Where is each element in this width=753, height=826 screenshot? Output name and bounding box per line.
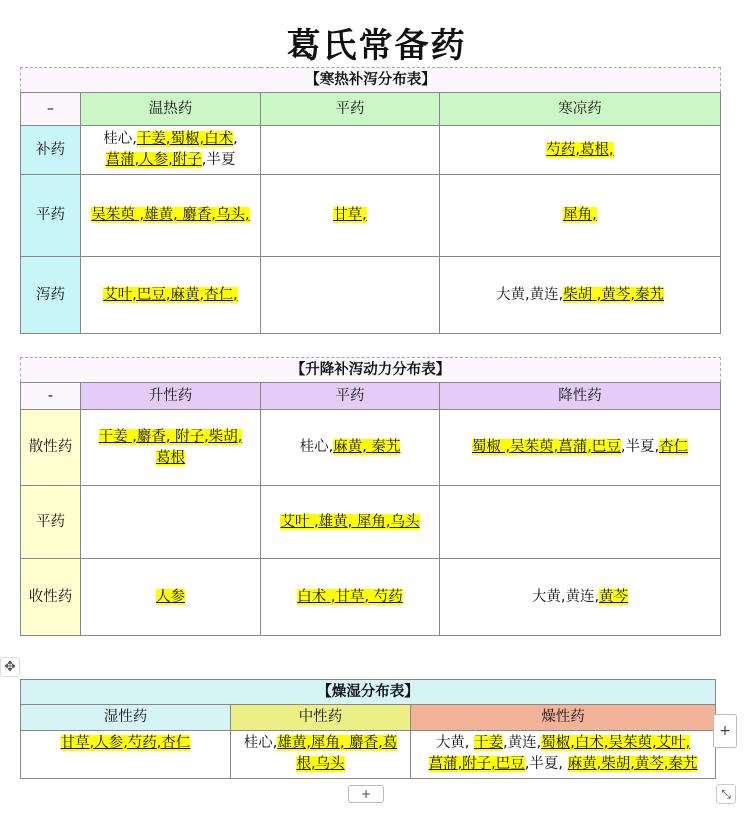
herb-highlight: 犀角,	[563, 207, 597, 223]
herb-highlight: 雄黄	[277, 735, 307, 751]
add-row-button[interactable]: +	[348, 785, 384, 803]
table-cell	[440, 410, 721, 486]
herb-text: ,半夏,	[620, 439, 660, 455]
table-cell	[411, 731, 716, 779]
herb-highlight: ,人参,	[134, 152, 173, 168]
herb-highlight: 甘草,	[333, 207, 367, 223]
table-cell	[261, 559, 440, 636]
row-label: 散性药	[21, 410, 81, 486]
herb-text: 大黄,	[435, 735, 475, 751]
table-cell	[261, 410, 440, 486]
herb-highlight: 白术	[204, 131, 234, 147]
table-cell	[440, 257, 721, 334]
dry-damp-table	[20, 679, 716, 779]
header-warm: 温热药	[81, 93, 261, 126]
herb-text: ,黄连,	[503, 735, 542, 751]
herb-highlight: 菖蒲	[105, 152, 135, 168]
table-cell	[81, 559, 261, 636]
herb-highlight: 菖蒲	[428, 756, 458, 772]
row-label: 补药	[21, 126, 81, 175]
table-caption: 【寒热补泻分布表】	[21, 68, 721, 93]
herb-highlight: 麻黄	[567, 756, 597, 772]
herb-text: ,	[233, 131, 238, 147]
herb-highlight: ,甘草	[326, 588, 365, 605]
herb-highlight: , 麝香,葛	[339, 735, 398, 751]
herb-highlight: 艾叶 ,雄黄	[280, 513, 348, 530]
herb-highlight: 吴茱萸	[91, 207, 135, 223]
header-corner: -	[21, 383, 81, 410]
table-cell	[21, 731, 231, 779]
row-label: 平药	[21, 486, 81, 559]
table-cell	[261, 486, 440, 559]
herb-text: 大黄,黄连,	[531, 588, 600, 605]
table-cell	[440, 126, 721, 175]
table-cell	[440, 175, 721, 257]
herb-highlight: 干姜	[136, 131, 166, 147]
table-cell	[81, 175, 261, 257]
move-handle-icon[interactable]: ✥	[0, 657, 20, 677]
header-corner: –	[21, 93, 81, 126]
herb-text: ,半夏	[201, 152, 236, 168]
herb-highlight: ,乌头	[310, 756, 345, 772]
herb-highlight: , 芍药	[364, 588, 403, 605]
herb-highlight: ,犀角	[306, 735, 340, 751]
herb-highlight: ,芍药	[123, 735, 157, 751]
herb-highlight: 吴茱萸,菖蒲	[510, 439, 588, 455]
herb-highlight: 干姜	[474, 735, 504, 751]
page-title: 葛氏常备药	[286, 26, 467, 66]
cold-hot-table	[20, 67, 721, 334]
header-ascend: 升性药	[81, 383, 261, 410]
ascend-descend-table	[20, 357, 721, 636]
herb-text: 桂心,	[299, 439, 334, 455]
herb-text: 桂心,	[103, 131, 137, 147]
table-cell	[81, 410, 261, 486]
header-neutral: 中性药	[231, 705, 411, 731]
herb-highlight: 根	[296, 756, 311, 772]
header-descend: 降性药	[440, 383, 721, 410]
table-cell	[440, 486, 721, 559]
herb-highlight: 干姜	[98, 428, 128, 445]
herb-highlight: ,雄黄,	[134, 207, 183, 223]
herb-highlight: ,杏仁,	[199, 286, 238, 303]
header-neutral: 平药	[261, 383, 440, 410]
header-damp: 湿性药	[21, 705, 231, 731]
table-cell	[81, 257, 261, 334]
header-neutral: 平药	[261, 93, 440, 126]
table-cell	[261, 257, 440, 334]
herb-highlight: 蜀椒 ,	[471, 439, 511, 455]
row-label: 泻药	[21, 257, 81, 334]
herb-highlight: 乌头,	[215, 207, 250, 223]
header-cold: 寒凉药	[440, 93, 721, 126]
herb-highlight: 芍药,葛根,	[546, 141, 614, 158]
herb-highlight: 人参	[156, 588, 185, 605]
herb-highlight: ,杏仁	[156, 735, 191, 751]
row-label: 收性药	[21, 559, 81, 636]
header-dry: 燥性药	[411, 705, 716, 731]
herb-highlight: 杏仁	[659, 439, 689, 455]
herb-highlight: 蜀椒	[541, 735, 571, 751]
herb-highlight: ,蜀椒,	[165, 131, 205, 147]
herb-highlight: ,麻黄	[165, 286, 200, 303]
herb-highlight: ,巴豆	[132, 286, 166, 303]
herb-text: 大黄,黄连,	[495, 286, 564, 303]
herb-highlight: 麝香,	[182, 207, 216, 223]
table-cell	[81, 126, 261, 175]
table-cell	[81, 486, 261, 559]
herb-highlight: ,人参	[89, 735, 124, 751]
add-column-button[interactable]: +	[713, 714, 737, 748]
herb-text: 桂心,	[243, 735, 278, 751]
table-cell	[440, 559, 721, 636]
table-caption: 【升降补泻动力分布表】	[21, 358, 721, 383]
herb-highlight: 甘草	[60, 735, 90, 751]
herb-highlight: 黄芩	[599, 588, 629, 605]
herb-highlight: ,附子,巴豆	[457, 756, 525, 772]
table-cell	[261, 126, 440, 175]
table-cell	[231, 731, 411, 779]
row-label: 平药	[21, 175, 81, 257]
herb-highlight: 麻黄	[333, 439, 363, 455]
resize-handle-icon[interactable]: ⤡	[716, 784, 736, 804]
herb-highlight: 附子,柴胡,	[170, 428, 243, 445]
herb-highlight: ,巴豆	[587, 439, 621, 455]
herb-highlight: 葛根	[156, 449, 185, 466]
herb-highlight: ,柴胡,黄芩,秦艽	[596, 756, 698, 772]
herb-highlight: 艾叶	[103, 286, 133, 303]
table-caption: 【燥湿分布表】	[21, 680, 716, 705]
herb-highlight: , 秦艽	[362, 439, 401, 455]
herb-highlight: ,白术,吴茱萸,艾叶,	[570, 735, 691, 751]
herb-text: ,半夏,	[524, 756, 568, 772]
herb-highlight: 附子	[172, 152, 202, 168]
table-cell	[261, 175, 440, 257]
herb-highlight: ,黄芩,秦艽	[592, 286, 665, 303]
herb-highlight: ,麝香,	[127, 428, 171, 445]
herb-highlight: , 犀角,乌头	[347, 513, 420, 530]
herb-highlight: 白术	[297, 588, 327, 605]
herb-highlight: 柴胡	[563, 286, 593, 303]
